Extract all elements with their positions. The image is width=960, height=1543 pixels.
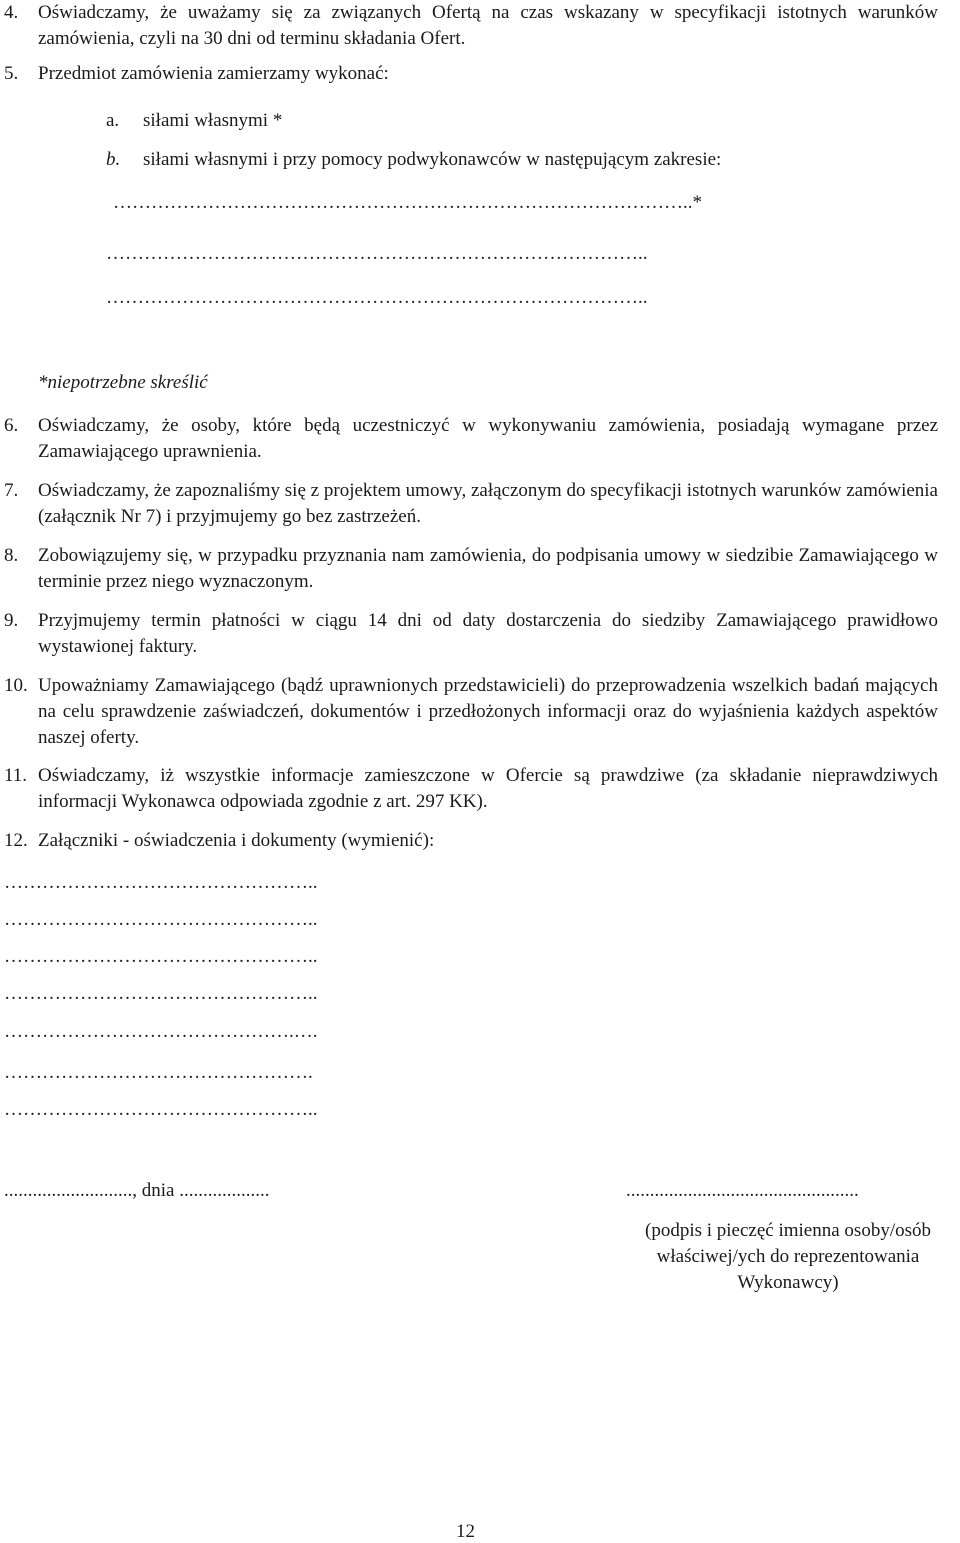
item-text: Oświadczamy, że uważamy się za związanych Ofertą na czas wskazany w specyfikacji istotnych warunków zamówienia, czyli na 30 dni od terminu składania Ofert. (38, 2, 938, 49)
item-text: Oświadczamy, że osoby, które będą uczestniczyć w wykonywaniu zamówienia, posiadają wymagane przez Zamawiającego uprawnienia. (38, 415, 938, 462)
item-number: 12. (4, 830, 28, 851)
place-date: ..........................., dnia ................... (4, 1180, 270, 1201)
option-label: b. (106, 149, 121, 170)
signature-line: ................................................. (626, 1180, 859, 1201)
item-number: 11. (4, 765, 28, 786)
item-number: 8. (4, 545, 19, 566)
signature-caption-line: właściwej/ych do reprezentowania (656, 1246, 920, 1267)
attachment-line: ……………………………………….…. (4, 1021, 318, 1042)
item-text: Upoważniamy Zamawiającego (bądź uprawnionych przedstawicieli) do przeprowadzenia wszelkich badań mających na celu sprawdzenie zaświadczeń, dokumentów i przedłożonych informacji oraz do wyjaśnienia każdych aspektów naszej oferty. (38, 675, 938, 748)
item-number: 6. (4, 415, 19, 436)
item-number: 4. (4, 2, 19, 23)
item-4 (0, 0, 938, 52)
item-12 (0, 828, 938, 854)
subcontract-blank-line: ………………………………………………………………………….. (106, 243, 648, 264)
option-label: a. (106, 110, 120, 131)
attachment-line: ………………………………………….. (4, 909, 318, 930)
option-text: siłami własnymi * (143, 110, 283, 131)
item-text: Przedmiot zamówienia zamierzamy wykonać: (38, 63, 389, 84)
item-text: Oświadczamy, iż wszystkie informacje zamieszczone w Ofercie są prawdziwe (za składanie nieprawdziwych informacji Wykonawca odpowiada zgodnie z art. 297 KK). (38, 765, 938, 812)
item-number: 5. (4, 63, 19, 84)
item-11 (0, 763, 938, 815)
subcontract-blank-line: ………………………………………………………………………………..* (113, 192, 702, 213)
attachment-line: ………………………………………….. (4, 983, 318, 1004)
item-number: 10. (4, 675, 28, 696)
item-text: Oświadczamy, że zapoznaliśmy się z projektem umowy, załączonym do specyfikacji istotnych warunków zamówienia (załącznik Nr 7) i przyjmujemy go bez zastrzeżeń. (38, 480, 938, 527)
item-number: 9. (4, 610, 19, 631)
signature-caption-line: (podpis i pieczęć imienna osoby/osób (645, 1220, 931, 1241)
attachment-line: …………………………………………. (4, 1062, 313, 1083)
signature-caption-line: Wykonawcy) (737, 1272, 839, 1293)
item-9 (0, 608, 938, 660)
item-text: Załączniki - oświadczenia i dokumenty (wymienić): (38, 830, 435, 851)
attachment-line: ………………………………………….. (4, 1099, 318, 1120)
item-6 (0, 413, 938, 465)
signature-caption (612, 1218, 960, 1296)
item-8 (0, 543, 938, 595)
item-10 (0, 673, 938, 751)
option-text: siłami własnymi i przy pomocy podwykonawców w następującym zakresie: (143, 149, 722, 170)
item-number: 7. (4, 480, 19, 501)
attachment-line: ………………………………………….. (4, 946, 318, 967)
subcontract-blank-line: ………………………………………………………………………….. (106, 287, 648, 308)
footnote: *niepotrzebne skreślić (38, 372, 208, 393)
item-5 (0, 61, 938, 87)
item-text: Przyjmujemy termin płatności w ciągu 14 dni od daty dostarczenia do siedziby Zamawiającego prawidłowo wystawionej faktury. (38, 610, 938, 657)
item-7 (0, 478, 938, 530)
item-text: Zobowiązujemy się, w przypadku przyznania nam zamówienia, do podpisania umowy w siedzibie Zamawiającego w terminie przez niego wyznaczonym. (38, 545, 938, 592)
page-number: 12 (456, 1521, 475, 1542)
attachment-line: ………………………………………….. (4, 872, 318, 893)
